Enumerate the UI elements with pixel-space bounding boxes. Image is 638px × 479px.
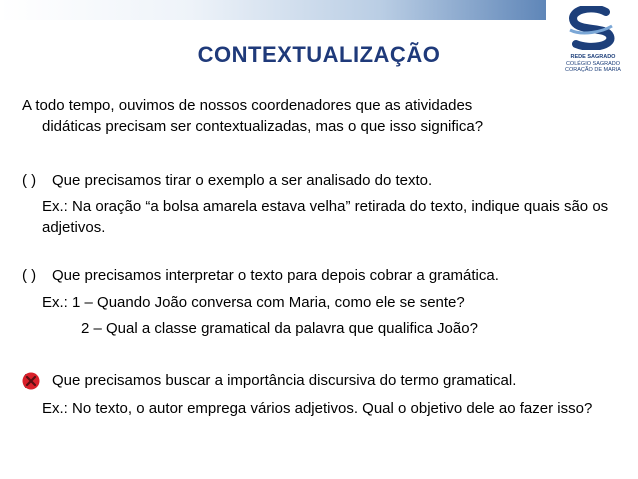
option-3-example: Ex.: No texto, o autor emprega vários adjetivos. Qual o objetivo dele ao fazer isso? (42, 400, 593, 417)
intro-line-1: A todo tempo, ouvimos de nossos coordenadores que as atividades (22, 97, 473, 114)
slide-title: CONTEXTUALIZAÇÃO (197, 42, 441, 67)
header-gradient-bar (0, 0, 546, 20)
option-2-checkbox[interactable]: ( ) (22, 267, 37, 284)
option-2-text: Que precisamos interpretar o texto para depois cobrar a gramática. (52, 267, 499, 284)
option-3-text: Que precisamos buscar a importância discursiva do termo gramatical. (52, 372, 517, 389)
option-1-checkbox[interactable]: ( ) (22, 172, 37, 189)
logo-line-2: COLÉGIO SAGRADO (565, 61, 621, 67)
option-2-example-2: 2 – Qual a classe gramatical da palavra que qualifica João? (81, 320, 478, 337)
option-2-example: Ex.: 1 – Quando João conversa com Maria, como ele se sente? (42, 294, 465, 311)
intro-paragraph (22, 95, 612, 137)
option-1-text: Que precisamos tirar o exemplo a ser analisado do texto. (52, 172, 433, 189)
option-1-example: Ex.: Na oração “a bolsa amarela estava velha” retirada do texto, indique quais são os adjetivos. (42, 198, 609, 236)
logo-line-1: REDE SAGRADO (570, 54, 616, 60)
logo-line-3: CORAÇÃO DE MARIA (565, 67, 621, 73)
option-2[interactable] (22, 265, 622, 286)
selected-x-mark-icon (22, 372, 40, 390)
option-3[interactable] (22, 370, 622, 391)
option-1[interactable] (22, 170, 622, 191)
intro-line-2: didáticas precisam ser contextualizadas, mas o que isso significa? (42, 118, 484, 135)
